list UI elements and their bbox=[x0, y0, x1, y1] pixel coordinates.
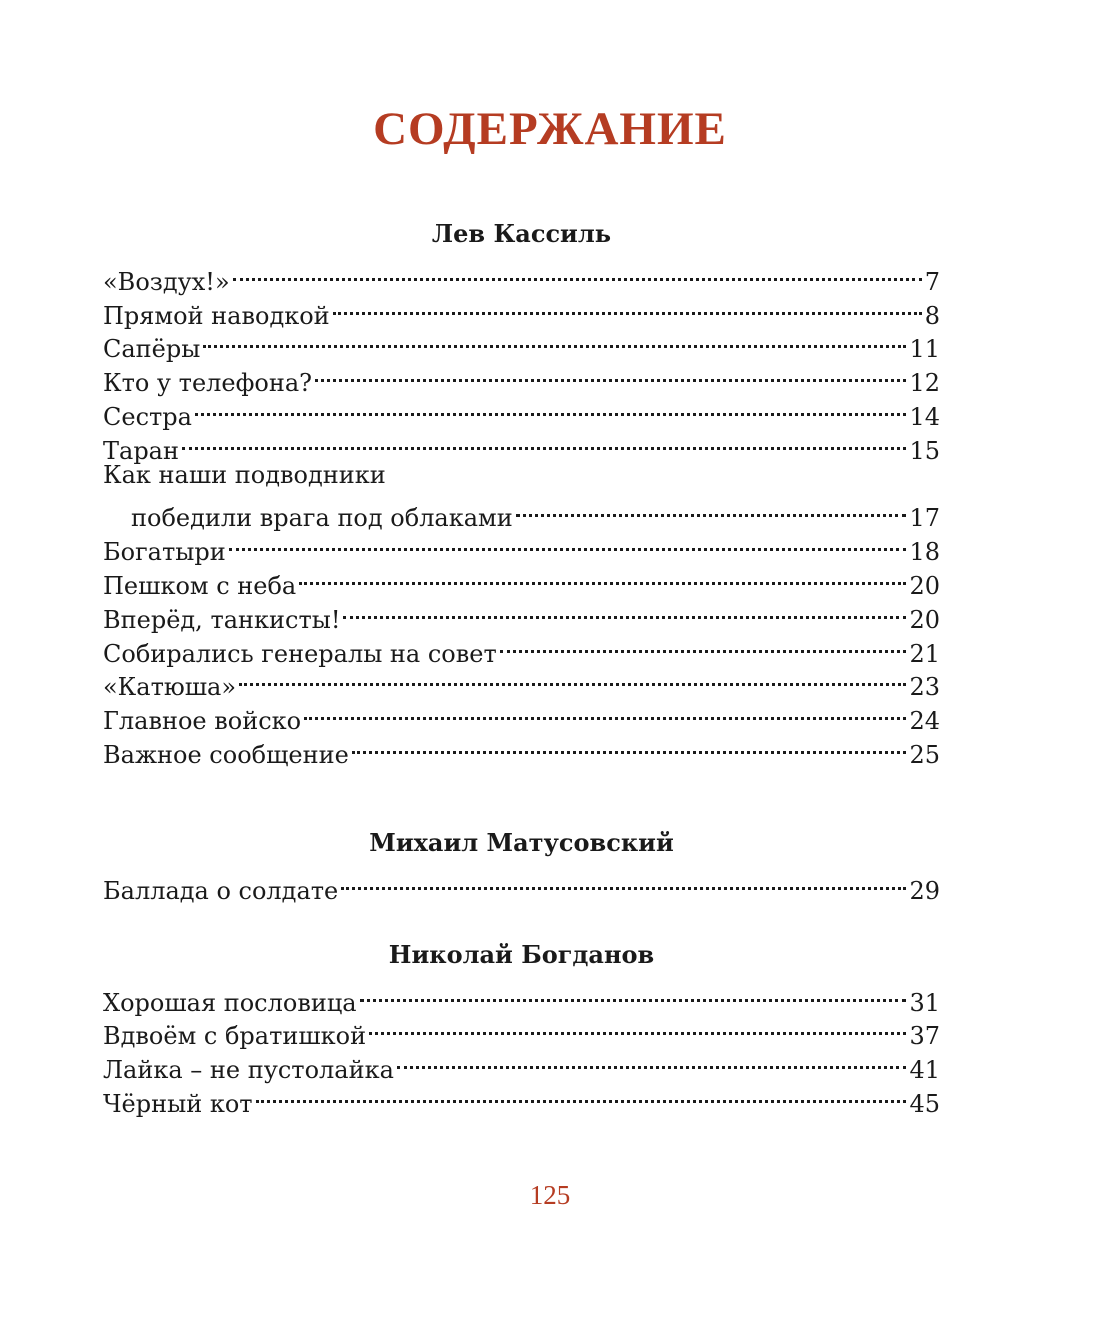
toc-entry bbox=[103, 357, 940, 398]
entry-title: Прямой наводкой bbox=[103, 301, 330, 330]
entry-title: Собирались генералы на совет bbox=[103, 639, 497, 668]
dot-leader bbox=[182, 425, 906, 459]
entry-title: Важное сообщение bbox=[103, 740, 349, 769]
entry-title: Главное войско bbox=[103, 707, 302, 736]
toc-section-bogdanov bbox=[103, 935, 940, 1118]
dot-leader bbox=[299, 560, 906, 594]
entry-page-number: 31 bbox=[909, 988, 940, 1017]
entry-page-number: 7 bbox=[924, 267, 940, 296]
entry-title: Вдвоём с братишкой bbox=[103, 1022, 367, 1051]
toc-entry bbox=[103, 324, 940, 364]
dot-leader bbox=[369, 1011, 906, 1045]
dot-leader bbox=[195, 391, 906, 425]
dot-leader bbox=[341, 865, 906, 899]
entry-title: «Катюша» bbox=[103, 673, 237, 702]
entry-page-number: 20 bbox=[909, 605, 940, 634]
entry-title: Пешком с неба bbox=[103, 571, 297, 600]
entry-page-number: 15 bbox=[909, 436, 940, 465]
entry-title: Таран bbox=[103, 436, 179, 465]
entry-page-number: 18 bbox=[909, 538, 940, 567]
toc-entry bbox=[103, 391, 940, 431]
entry-page-number: 11 bbox=[909, 335, 940, 364]
dot-leader bbox=[500, 628, 907, 662]
entry-page-number: 14 bbox=[909, 402, 940, 431]
entry-title: «Воздух!» bbox=[103, 267, 230, 296]
dot-leader bbox=[233, 256, 922, 290]
entry-page-number: 20 bbox=[909, 571, 940, 600]
section-author: Лев Кассиль bbox=[431, 219, 612, 248]
toc-entry bbox=[103, 560, 940, 600]
dot-leader bbox=[352, 729, 907, 763]
toc-entry bbox=[103, 493, 940, 533]
dot-leader bbox=[397, 1044, 907, 1078]
toc-entry bbox=[103, 425, 940, 465]
entry-page-number: 37 bbox=[909, 1022, 940, 1051]
toc-entry bbox=[103, 526, 940, 567]
toc-section-kassil bbox=[103, 214, 940, 769]
entry-title-line1: Как наши подводники bbox=[103, 460, 386, 489]
dot-leader bbox=[333, 290, 922, 324]
toc-entry bbox=[103, 865, 940, 905]
entry-title: Баллада о солдате bbox=[103, 876, 339, 905]
section-author: Николай Богданов bbox=[388, 939, 655, 969]
dot-leader bbox=[315, 357, 906, 391]
page-title: СОДЕРЖАНИЕ bbox=[373, 103, 727, 155]
dot-leader bbox=[256, 1078, 907, 1112]
entry-page-number: 41 bbox=[909, 1056, 940, 1085]
toc-entry bbox=[103, 256, 940, 296]
entry-page-number: 29 bbox=[909, 876, 940, 905]
dot-leader bbox=[304, 695, 906, 729]
dot-leader bbox=[239, 662, 906, 696]
entry-page-number: 12 bbox=[909, 369, 940, 398]
table-of-contents bbox=[103, 214, 940, 1118]
entry-page-number: 24 bbox=[909, 707, 940, 736]
dot-leader bbox=[360, 977, 907, 1011]
dot-leader bbox=[343, 594, 906, 628]
entry-title-line2: победили врага под облаками bbox=[131, 504, 513, 533]
entry-title: Лайка – не пустолайка bbox=[103, 1056, 394, 1085]
entry-title: Богатыри bbox=[103, 538, 226, 567]
section-author: Михаил Матусовский bbox=[369, 827, 674, 857]
dot-leader bbox=[229, 526, 907, 560]
dot-leader bbox=[203, 324, 906, 358]
entry-title: Хорошая пословица bbox=[103, 988, 357, 1017]
entry-page-number: 21 bbox=[909, 639, 940, 668]
page-number: 125 bbox=[529, 1180, 571, 1210]
entry-page-number: 17 bbox=[909, 504, 940, 533]
entry-page-number: 25 bbox=[909, 740, 940, 769]
toc-section-matusovsky bbox=[103, 823, 940, 905]
entry-page-number: 23 bbox=[909, 673, 940, 702]
dot-leader bbox=[516, 493, 907, 527]
entry-title: Сестра bbox=[103, 402, 192, 431]
entry-page-number: 8 bbox=[924, 301, 940, 330]
entry-title: Сапёры bbox=[103, 335, 201, 364]
entry-title: Вперёд, танкисты! bbox=[103, 605, 341, 634]
toc-entry bbox=[103, 977, 940, 1017]
entry-title: Кто у телефона? bbox=[103, 369, 313, 398]
entry-page-number: 45 bbox=[909, 1089, 940, 1118]
entry-title: Чёрный кот bbox=[103, 1089, 253, 1118]
